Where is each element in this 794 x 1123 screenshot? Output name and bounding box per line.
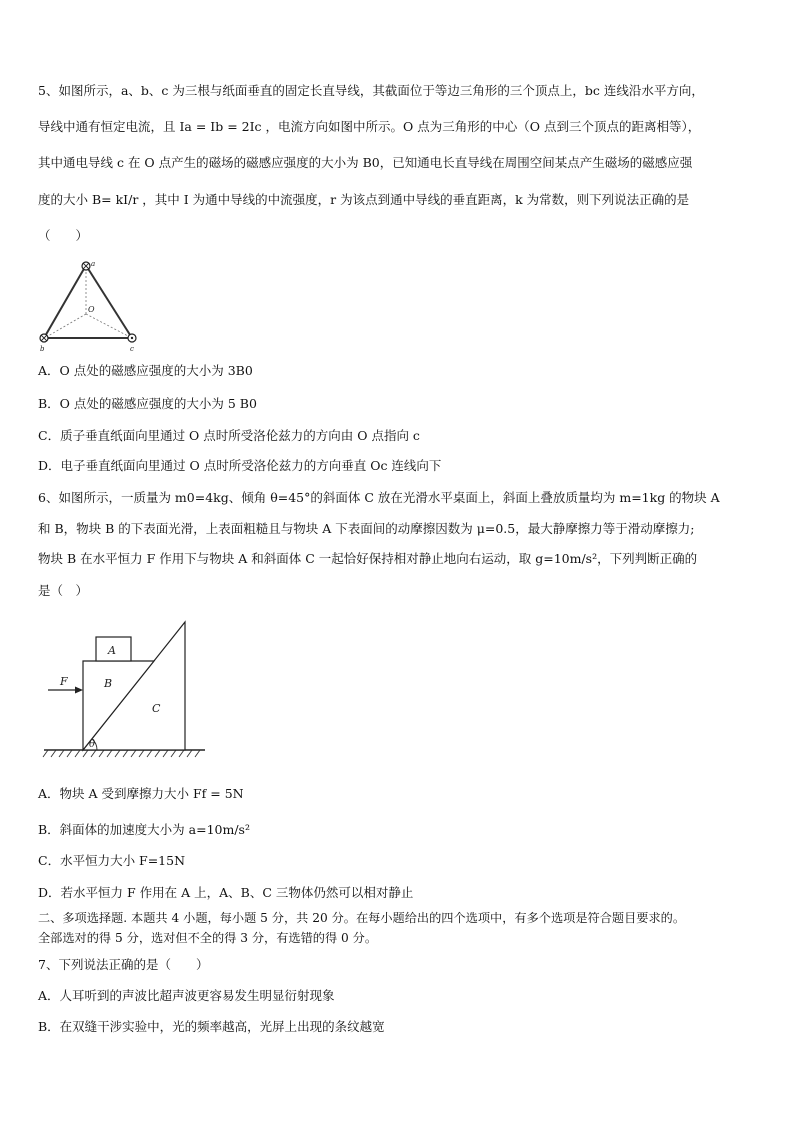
q6-label-a: A — [108, 644, 116, 657]
q5-triangle-figure — [34, 258, 144, 354]
q5-label-b: b — [40, 345, 45, 353]
q6-option-c: C．水平恒力大小 F=15N — [38, 853, 186, 868]
q5-stem-line-3: 其中通电导线 c 在 O 点产生的磁场的磁感应强度的大小为 B0，已知通电长直导线在周围空间某点产生磁场的磁感应强 — [38, 155, 693, 170]
q5-option-b: B．O 点处的磁感应强度的大小为 5 B0 — [38, 396, 257, 411]
q7-stem: 7、下列说法正确的是（ ） — [38, 957, 209, 972]
q6-stem-line-1: 6、如图所示，一质量为 m0=4kg、倾角 θ=45°的斜面体 C 放在光滑水平桌面上，斜面上叠放质量均为 m=1kg 的物块 A — [38, 490, 720, 505]
q6-option-d: D．若水平恒力 F 作用在 A 上，A、B、C 三物体仍然可以相对静止 — [38, 885, 414, 900]
q6-label-b: B — [104, 677, 113, 690]
q5-label-a: a — [91, 260, 96, 268]
wire-b-into-page-icon — [40, 334, 48, 342]
q6-stem-line-3: 物块 B 在水平恒力 F 作用下与物块 A 和斜面体 C 一起恰好保持相对静止地向右运动，取 g=10m/s²，下列判断正确的 — [38, 551, 698, 566]
q6-option-b: B．斜面体的加速度大小为 a=10m/s² — [38, 822, 250, 837]
q5-option-c: C．质子垂直纸面向里通过 O 点时所受洛伦兹力的方向由 O 点指向 c — [38, 428, 420, 443]
q5-option-d: D．电子垂直纸面向里通过 O 点时所受洛伦兹力的方向垂直 Oc 连线向下 — [38, 458, 442, 473]
q6-label-theta: θ — [89, 739, 96, 750]
q6-stem-line-2: 和 B，物块 B 的下表面光滑，上表面粗糙且与物块 A 下表面间的动摩擦因数为 μ=0.5，最大静摩擦力等于滑动摩擦力; — [38, 521, 695, 536]
q5-option-a: A．O 点处的磁感应强度的大小为 3B0 — [38, 363, 253, 378]
wire-c-out-of-page-icon — [128, 334, 136, 342]
q5-stem-line-5: （ ） — [38, 228, 89, 243]
q6-incline-figure — [40, 615, 210, 760]
q6-stem-line-4: 是（ ） — [38, 583, 89, 598]
q6-label-f: F — [60, 675, 68, 688]
section-2-heading-line-1: 二、多项选择题. 本题共 4 小题，每小题 5 分，共 20 分。在每小题给出的四个选项中，有多个选项是符合题目要求的。 — [38, 911, 686, 925]
q7-option-b: B．在双缝干涉实验中，光的频率越高，光屏上出现的条纹越宽 — [38, 1019, 385, 1034]
q5-stem-line-1: 5、如图所示，a、b、c 为三根与纸面垂直的固定长直导线，其截面位于等边三角形的三个顶点上，bc 连线沿水平方向， — [38, 83, 704, 98]
q5-stem-line-4: 度的大小 B= kI/r ，其中 I 为通中导线的中流强度，r 为该点到通中导线的垂直距离，k 为常数，则下列说法正确的是 — [38, 192, 690, 207]
section-2-heading-line-2: 全部选对的得 5 分，选对但不全的得 3 分，有选错的得 0 分。 — [38, 931, 378, 945]
q5-label-o: O — [88, 305, 95, 314]
q6-option-a: A．物块 A 受到摩擦力大小 Ff = 5N — [38, 786, 244, 801]
q5-stem-line-2: 导线中通有恒定电流，且 Ia = Ib = 2Ic ，电流方向如图中所示。O 点为三角形的中心（O 点到三个顶点的距离相等）， — [38, 119, 701, 134]
q6-label-c: C — [152, 702, 161, 715]
q7-option-a: A．人耳听到的声波比超声波更容易发生明显衍射现象 — [38, 988, 335, 1003]
wire-a-into-page-icon — [82, 262, 90, 270]
q5-label-c: c — [130, 345, 134, 353]
